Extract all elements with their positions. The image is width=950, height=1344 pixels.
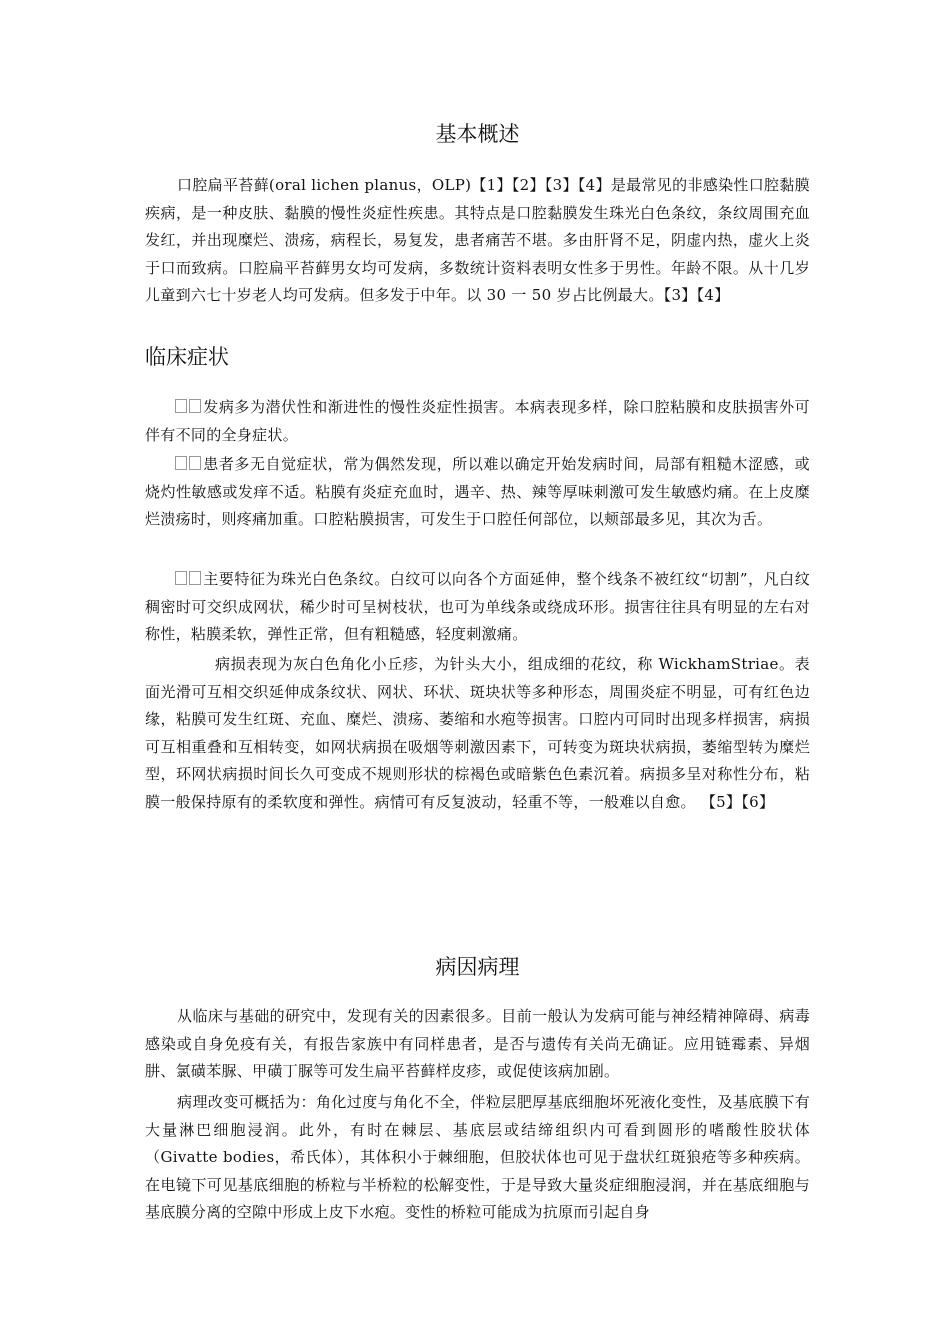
overview-paragraph-1: 口腔扁平苔藓(oral lichen planus，OLP)【1】【2】【3】【4】是最常见的非感染性口腔黏膜疾病，是一种皮肤、黏膜的慢性炎症性疾患。其特点是口腔黏膜发生珠光白色条纹，条纹周围充血发红，并出现糜烂、溃疡，病程长，易复发，患者痛苦不堪。多由肝肾不足，阴虚内热，虚火上炎于口而致病。口腔扁平苔藓男女均可发病，多数统计资料表明女性多于男性。年龄不限。从十几岁儿童到六七十岁老人均可发病。但多发于中年。以 30 一 50 岁占比例最大。【3】【4】 <box>145 176 810 305</box>
heading-overview: 基本概述 <box>435 122 520 146</box>
heading-etiology: 病因病理 <box>435 955 520 979</box>
symptoms-paragraph-4: 病损表现为灰白色角化小丘疹，为针头大小，组成细的花纹，称 WickhamStriae。表面光滑可互相交织延伸成条纹状、网状、环状、斑块状等多种形态，周围炎症不明显，可有红色边缘，粘膜可发生红斑、充血、糜烂、溃疡、萎缩和水疱等损害。口腔内可同时出现多样损害，病损可互相重叠和互相转变，如网状病损在吸烟等刺激因素下，可转变为斑块状病损，萎缩型转为糜烂型，环网状病损时间长久可变成不规则形状的棕褐色或暗紫色色素沉着。病损多呈对称性分布，粘膜一般保持原有的柔软度和弹性。病情可有反复波动，轻重不等，一般难以自愈。 【5】【6】 <box>145 655 810 811</box>
etiology-paragraph-2: 病理改变可概括为：角化过度与角化不全，伴粒层肥厚基底细胞坏死液化变性，及基底膜下有大量淋巴细胞浸润。此外，有时在棘层、基底层或结缔组织内可看到圆形的嗜酸性胶状体（Givatte bodies，希氏体），其体积小于棘细胞，但胶状体也可见于盘状红斑狼疮等多种疾病。在电镜下可见基底细胞的桥粒与半桥粒的松解变性，于是导致大量炎症细胞浸润，并在基底细胞与基底膜分离的空隙中形成上皮下水疱。变性的桥粒可能成为抗原而引起自身 <box>145 1093 810 1222</box>
symptoms-paragraph-3 <box>145 566 810 649</box>
symptoms-paragraph-1-text: 发病多为潜伏性和渐进性的慢性炎症性损害。本病表现多样，除口腔粘膜和皮肤损害外可伴有不同的全身症状。 <box>145 398 810 444</box>
placeholder-box-icon <box>175 456 187 470</box>
placeholder-box-icon <box>189 399 201 413</box>
symptoms-paragraph-2 <box>145 451 810 534</box>
placeholder-box-icon <box>175 571 187 585</box>
placeholder-box-icon <box>189 571 201 585</box>
symptoms-paragraph-2-text: 患者多无自觉症状，常为偶然发现，所以难以确定开始发病时间，局部有粗糙木涩感，或烧灼性敏感或发痒不适。粘膜有炎症充血时，遇辛、热、辣等厚味刺激可发生敏感灼痛。在上皮糜烂溃疡时，则疼痛加重。口腔粘膜损害，可发生于口腔任何部位，以颊部最多见，其次为舌。 <box>145 455 810 529</box>
heading-symptoms: 临床症状 <box>145 345 229 369</box>
placeholder-box-icon <box>189 456 201 470</box>
etiology-paragraph-1: 从临床与基础的研究中，发现有关的因素很多。目前一般认为发病可能与神经精神障碍、病毒感染或自身免疫有关，有报告家族中有同样患者，是否与遗传有关尚无确证。应用链霉素、异烟肼、氯磺苯脲、甲磺丁脲等可发生扁平苔藓样皮疹，或促使该病加剧。 <box>145 1007 810 1081</box>
placeholder-box-icon <box>175 399 187 413</box>
symptoms-paragraph-3-text: 主要特征为珠光白色条纹。白纹可以向各个方面延伸，整个线条不被红纹“切割”，凡白纹稠密时可交织成网状，稀少时可呈树枝状，也可为单线条或绕成环形。损害往往具有明显的左右对称性，粘膜柔软，弹性正常，但有粗糙感，轻度刺激痛。 <box>145 570 810 644</box>
symptoms-paragraph-1 <box>145 394 810 449</box>
